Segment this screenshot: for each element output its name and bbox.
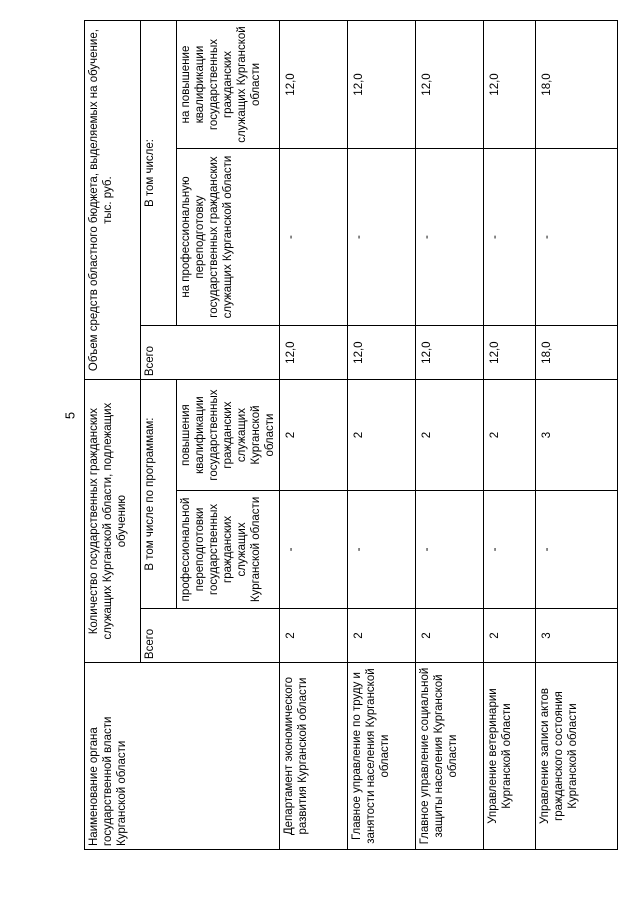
row-budget-qual: 12,0 [348,21,416,149]
row-budget-total: 12,0 [280,326,348,380]
header-count-total: Всего [141,608,280,662]
row-total: 2 [280,608,348,662]
header-count-sub: В том числе по программам: [141,380,177,609]
table-row [484,21,536,850]
row-prof: - [536,490,618,608]
row-budget-prof: - [536,148,618,325]
row-budget-total: 12,0 [416,326,484,380]
row-budget-total: 18,0 [536,326,618,380]
table-row [536,21,618,850]
row-total: 2 [416,608,484,662]
header-budget-qual: на повышение квалификации государственных гражданских служащих Курганской области [177,21,280,149]
row-prof: - [484,490,536,608]
row-budget-prof: - [416,148,484,325]
header-count-prof: профессиональной переподготовки государственных гражданских служащих Курганской области [177,490,280,608]
table-row [280,21,348,850]
row-qual: 2 [280,380,348,491]
row-total: 2 [484,608,536,662]
row-prof: - [348,490,416,608]
row-budget-total: 12,0 [484,326,536,380]
header-budget-sub: В том числе: [141,21,177,326]
training-table [84,20,618,850]
table-row [348,21,416,850]
row-name: Главное управление по труду и занятости населения Курганской области [348,663,416,850]
row-qual: 2 [484,380,536,491]
header-budget-total: Всего [141,326,280,380]
row-budget-qual: 12,0 [280,21,348,149]
row-budget-qual: 12,0 [416,21,484,149]
row-budget-qual: 12,0 [484,21,536,149]
header-row-1 [85,21,141,850]
row-qual: 3 [536,380,618,491]
page-number: 5 [62,411,78,420]
table-row [416,21,484,850]
header-budget-prof: на профессиональную переподготовку государственных гражданских служащих Курганской области [177,148,280,325]
header-organ: Наименование органа государственной власти Курганской области [85,663,280,850]
row-name: Департамент экономического развития Курганской области [280,663,348,850]
row-budget-prof: - [280,148,348,325]
row-qual: 2 [348,380,416,491]
header-budget-group: Объем средств областного бюджета, выделяемых на обучение, тыс. руб. [85,21,141,380]
header-count-group: Количество государственных гражданских служащих Курганской области, подлежащих обучению [85,380,141,663]
row-budget-total: 12,0 [348,326,416,380]
row-prof: - [416,490,484,608]
header-count-qual: повышения квалификации государственных гражданских служащих Курганской области [177,380,280,491]
row-total: 2 [348,608,416,662]
row-qual: 2 [416,380,484,491]
row-name: Управление ветеринарии Курганской области [484,663,536,850]
row-prof: - [280,490,348,608]
row-budget-prof: - [484,148,536,325]
rotated-table-wrapper [84,20,596,850]
row-budget-qual: 18,0 [536,21,618,149]
row-budget-prof: - [348,148,416,325]
row-total: 3 [536,608,618,662]
row-name: Управление записи актов гражданского состояния Курганской области [536,663,618,850]
row-name: Главное управление социальной защиты населения Курганской области [416,663,484,850]
